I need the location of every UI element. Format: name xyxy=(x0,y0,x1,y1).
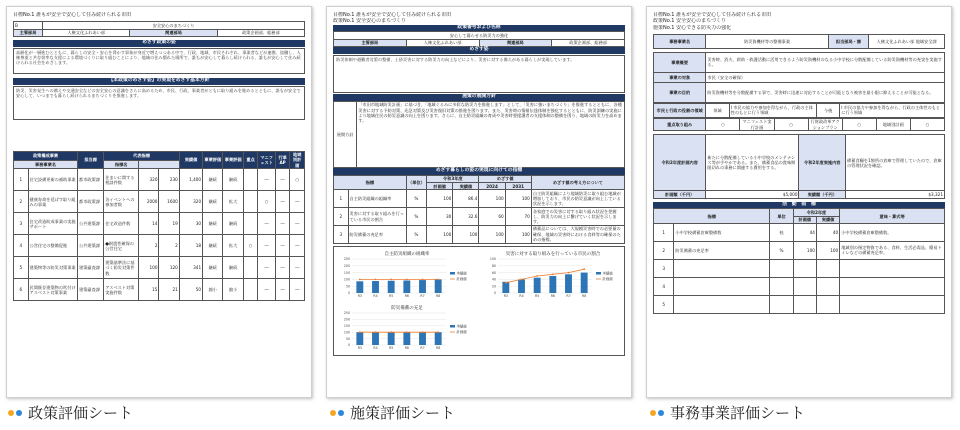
blue-dot-icon xyxy=(658,410,664,416)
x-tick-label: R5 xyxy=(389,293,394,298)
table-row: 1 小中学校備蓄倉庫整備数 校 44 40 小中学校備蓄倉庫整備数。 xyxy=(654,223,945,241)
x-tick-label: R4 xyxy=(373,293,378,298)
caption-measure-sheet[interactable]: 施策評価シート xyxy=(330,402,455,423)
bar-actual xyxy=(356,281,363,293)
point-plan xyxy=(437,278,439,280)
x-tick-label: R7 xyxy=(420,293,425,298)
bar-actual xyxy=(435,279,442,293)
policy-line: 政策No.1 安全安心のまちづくり xyxy=(653,18,727,25)
policy-projects-table: 政策構成事業 担当課 代表指標 実績値 事業評価 事業評価 重点 マニフェスト 行革AP 地域別計画 事務事業名 指標名 1 住宅設備更新の補助事業 都市政策課 住まいに関する相談件数 320 230 1,400 継続 継続 ― ― ○ 2 健康寿命を延ばす取り組みの事業 都市政策課 各イベントへの参加者数 2000 1600 320 継続 拡大 ○ ― ― 3 住宅改造助成事業の実施サポート 公共建築課 住宅改造件数 14 19 30 継続 継続 ― ― ― 4 公営住宅の整備促進 公共建築課 ●耐震性確保の公営住宅 2 2 18 継続 拡大 ○ ― ― ― 5 建築物等の防災対策事業 建築審査課 建築基準法に基づく防災対策件数 100 120 341 継続 継続 ― ― ― 6 民間既存建築物の吹付けアスベスト対策事業 建築審査課 アスベスト対策実施件数 15 21 50 縮小 縮小 ― ― ― xyxy=(13,151,305,302)
aim-text: 防災体制や避難者対策の整備、土砂災害に対する防災力の向上などにより、災害に対する備えがある暮らしが実現しています。 xyxy=(333,55,625,93)
point-plan xyxy=(505,282,507,284)
section-name: 政策番号および名称 xyxy=(333,25,625,32)
bar-actual xyxy=(419,280,426,293)
y-tick-label: 100 xyxy=(343,277,350,282)
measure-header-table: 安心して暮らせる防災力の強化 主管部局 人権文化ふれあい部 関連部局 政策企画部、総務部 xyxy=(333,31,625,47)
legend-swatch-actual xyxy=(596,272,601,275)
legend-swatch-actual xyxy=(450,272,455,275)
table-row: 3 防災備蓄の充足率 % 100 100 100 100 備蓄品については、大規模災害時での必要量の確保、地域の災害時における食料等の確保のための指標。 xyxy=(334,225,625,243)
y-tick-label: 200 xyxy=(343,317,350,322)
project-evaluation-sheet-preview[interactable]: 目標No.1 誰もが安全で安心して住み続けられる市田 政策No.1 安全安心のまちづくり 施策No.1 安心できる防災力の強化 事務事業名 防災資機材等の整備事業 担当部局・課 人権文化ふれあい部 地域安全課 事業概要 災害時、消火、救助・救護活動に活用できるよう防災資機材のなる小中学校に分散配備している防災資機材等の充実を実施する。 事業の対象 市民（安全の確保） 事業の目的 防災資機材等を分散配備する事で、災害時に迅速に対応することが可能となり被害を最小限に抑えることが可能となる。 市民と行政の役割の領域 領域 Ⅰ 市民の協力や参加を得ながら、行政の主体性のもとに行う領域 今後 Ⅰ 市民の協力や参加を得ながら、行政の主体性のもとに行う領域 重点取り組み ○ マニフェスト実行計画 ○ 行財政改革アクションプラン ○ 地域別計画 ○ 令和2年度計画内容 新たに分散配備している小中学校のメンテナンス等が手やかである。また、備蓄食品の賞味期限切れの事務に関連する費用をする。 令和2年度実施内容 備蓄食糧を1箇所の倉庫で管理していたので、倉庫の管理状況を確認。 計画額（千円） $5,000 実績額（千円） $3,321 活 動 指 標 指標 単位 令和2年度 意味・算式等 計画値 実績値 1 小中学校備蓄倉庫整備数 校 44 40 小中学校備蓄倉庫整備数。 2 防災備蓄の充足率 % 100 100 地域別の指定物資である、食料、生活必需品、簡易トイレなどの備蓄充足率。 3 4 5 xyxy=(646,6,952,398)
y-tick-label: 50 xyxy=(345,284,350,289)
orange-dot-icon xyxy=(650,410,656,416)
charts-area xyxy=(333,246,625,356)
measure-evaluation-sheet-preview[interactable] xyxy=(326,6,632,398)
table-row: 3 住宅改造助成事業の実施サポート 公共建築課 住宅改造件数 14 19 30 継続 継続 ― ― ― xyxy=(14,213,305,235)
section-background: 施策の展開方針 xyxy=(333,94,625,101)
activity-indicator-title: 活 動 指 標 xyxy=(653,202,945,209)
legend-label-actual: 実績値 xyxy=(456,271,467,276)
x-tick-label: R7 xyxy=(420,345,425,350)
legend-label-plan: 計画値 xyxy=(456,276,467,281)
policy-evaluation-sheet-preview[interactable] xyxy=(6,6,312,398)
table-row: 1 自主防災組織の組織率 % 100 86.4 100 100 自主防災組織により地域防災に取り組む地域が増加しており、市民の防災意識が向上している状況を示します。 xyxy=(334,190,625,208)
y-tick-label: 0 xyxy=(493,290,496,295)
y-tick-label: 100 xyxy=(489,256,496,261)
point-plan xyxy=(536,275,538,277)
table-title: 政策構成事業 xyxy=(14,151,78,160)
bar-actual xyxy=(388,332,395,345)
table-row: 2 健康寿命を延ばす取り組みの事業 都市政策課 各イベントへの参加者数 2000 1600 320 継続 拡大 ○ ― ― xyxy=(14,191,305,213)
point-plan xyxy=(390,331,392,333)
aim-text: 高齢化が一層進むとともに、暮らしの安全・安心を脅かす事象が身近で増えつつある中で、行政、地域、市民それぞれ、事業者などが連携、協働し、人権尊重と共存効率な支援による環境づくりに取り組むことにより、地域の住み慣れた場所で、誰もが安心して暮らし続けられる、誰もが安心して住み続けられる社会をめざします。 xyxy=(13,48,305,74)
table-row: 4 公営住宅の整備促進 公共建築課 ●耐震性確保の公営住宅 2 2 18 継続 拡大 ○ ― ― ― xyxy=(14,235,305,257)
point-plan xyxy=(406,331,408,333)
point-plan xyxy=(375,278,377,280)
measure-line: 施策No.1 安心できる防災力の強化 xyxy=(653,24,732,31)
table-row: 2 防災備蓄の充足率 % 100 100 地域別の指定物資である、食料、生活必需品、簡易トイレなどの備蓄充足率。 xyxy=(654,241,945,259)
policy-title: 安全安心のまちづくり xyxy=(43,22,305,29)
legend-label-actual: 実績値 xyxy=(602,271,613,276)
point-plan xyxy=(406,278,408,280)
y-tick-label: 200 xyxy=(343,263,350,268)
table-row: 4 xyxy=(654,277,945,295)
bar-actual xyxy=(419,332,426,345)
x-tick-label: R3 xyxy=(357,345,362,350)
table-row: 2 災害に対する取り組みを行っている市民の割合 % 30 32.6 60 70 各家庭での災害に対する取り組み状況を把握し、防災力の向上に繋げていく状況を示します。 xyxy=(334,208,625,226)
x-tick-label: R6 xyxy=(404,293,409,298)
plan-result-table: 令和2年度計画内容 新たに分散配備している小中学校のメンテナンス等が手やかである。また、備蓄食品の賞味期限切れの事務に関連する費用をする。 令和2年度実施内容 備蓄食糧を1箇所の倉庫で管理していたので、倉庫の管理状況を確認。 計画額（千円） $5,000 実績額（千円） $3,321 xyxy=(653,134,945,198)
orange-dot-icon xyxy=(8,410,14,416)
y-tick-label: 40 xyxy=(491,277,496,282)
policy-line: 政策No.1 安全安心のまちづくり xyxy=(333,18,407,25)
table-row: 5 建築物等の防災対策事業 建築審査課 建築基準法に基づく防災対策件数 100 120 341 継続 継続 ― ― ― xyxy=(14,257,305,279)
table-row: 1 住宅設備更新の補助事業 都市政策課 住まいに関する相談件数 320 230 1,400 継続 継続 ― ― ○ xyxy=(14,169,305,191)
caption-project-sheet[interactable]: 事務事業評価シート xyxy=(650,402,805,423)
y-tick-label: 80 xyxy=(491,263,496,268)
x-tick-label: R5 xyxy=(535,293,540,298)
background-text: 「市田市地域防災計画」に基づき、「地域ぐるみに多彩な防災力を推進します」として、「災害に強いまちづくり」を推進するとともに、各種災害に対する予防対策、応急対策及び災害復旧対策の推進を図ります。また、災害時の情報伝達体制を強化するとともに、防災訓練の実施により地域住民の防災意識の向上を図ります。さらに、自主防災組織の育成や災害時要援護者の支援体制の整備を図り、地域の防災力を高めます。 xyxy=(357,101,625,167)
point-plan xyxy=(552,273,554,275)
project-header-table: 事務事業名 防災資機材等の整備事業 担当部局・課 人権文化ふれあい部 地域安全課 xyxy=(653,34,945,49)
bar-actual xyxy=(372,332,379,345)
x-tick-label: R8 xyxy=(436,345,441,350)
point-plan xyxy=(521,278,523,280)
goal-line: 目標No.1 誰もが安全で安心して住み続けられる市田 xyxy=(333,12,452,18)
project-name: 防災資機材等の整備事業 xyxy=(706,34,828,48)
point-plan xyxy=(422,278,424,280)
section-aim: めざす姿 xyxy=(333,47,625,54)
legend-swatch-actual xyxy=(450,325,455,328)
bar-actual xyxy=(435,332,442,345)
x-tick-label: R7 xyxy=(566,293,571,298)
y-tick-label: 150 xyxy=(343,270,350,275)
x-tick-label: R6 xyxy=(550,293,555,298)
line-plan xyxy=(506,269,584,283)
legend-label-plan: 計画値 xyxy=(456,329,467,334)
y-tick-label: 0 xyxy=(347,342,350,347)
bar-actual xyxy=(403,280,410,293)
measure-title: 安心して暮らせる防災力の強化 xyxy=(334,32,625,39)
chart-title: 防災備蓄の充足 xyxy=(391,305,423,311)
policy-header-table: B 安全安心のまちづくり 主管部局 人権文化ふれあい部 関連部局 政策企画部、総務部 xyxy=(13,21,305,37)
y-tick-label: 50 xyxy=(345,336,350,341)
y-tick-label: 250 xyxy=(343,256,350,261)
x-tick-label: R6 xyxy=(404,345,409,350)
legend-label-plan: 計画値 xyxy=(602,276,613,281)
goal-line: 目標No.1 誰もが安全で安心して住み続けられる市田 xyxy=(13,12,132,18)
indicator-charts xyxy=(334,247,626,355)
y-tick-label: 20 xyxy=(491,284,496,289)
caption-policy-sheet[interactable]: 政策評価シート xyxy=(8,402,133,423)
goal-line: 目標No.1 誰もが安全で安心して住み続けられる市田 xyxy=(653,12,772,18)
x-tick-label: R4 xyxy=(519,293,524,298)
bar-actual xyxy=(565,274,572,293)
point-plan xyxy=(422,331,424,333)
section-aim: めざす政策の姿 xyxy=(13,40,305,47)
blue-dot-icon xyxy=(16,410,22,416)
indicator-table: 指標 （単位） 令和3年度 めざす値 めざす値の考え方について 計画値 実績値 2024 2031 1 自主防災組織の組織率 % 100 86.4 100 100 自主防災組織により地域防災に取り組む地域が増加しており、市民の防災意識が向上している状況を示します。 2 災害に対する取り組みを行っている市民の割合 % 30 32.6 60 70 各家庭での災害に対する取り組み状況を把握し、防災力の向上に繋げていく状況を示します。 3 防災備蓄の充足率 % 100 100 100 100 備蓄品については、大規模災害時での必要量の確保、地域の災害時における食料等の確保のための指標。 xyxy=(333,175,625,244)
y-tick-label: 250 xyxy=(343,310,350,315)
y-tick-label: 60 xyxy=(491,270,496,275)
point-plan xyxy=(390,278,392,280)
point-plan xyxy=(583,268,585,270)
table-row: 3 xyxy=(654,259,945,277)
point-plan xyxy=(568,271,570,273)
x-tick-label: R3 xyxy=(357,293,362,298)
y-tick-label: 150 xyxy=(343,323,350,328)
point-plan xyxy=(375,331,377,333)
x-tick-label: R5 xyxy=(389,345,394,350)
chart-title: 災害に対する取り組みを行っている市民の割合 xyxy=(505,251,601,257)
x-tick-label: R8 xyxy=(582,293,587,298)
policy-text: 防災、災害発生への備えや交通安全などの安全安心の意識をさらに高めるため、市民、行政、事業者がともに取り組みを進めるとともに、誰もが安全で安心して、いつまでも暮らし続けられるまちづくりを推進します。 xyxy=(13,86,305,120)
bar-actual xyxy=(534,277,541,292)
project-detail-table: 事業概要 災害時、消火、救助・救護活動に活用できるよう防災資機材のなる小中学校に分散配備している防災資機材等の充実を実施する。 事業の対象 市民（安全の確保） 事業の目的 防災資機材等を分散配備する事で、災害時に迅速に対応することが可能となり被害を最小限に抑えることが可能となる。 xyxy=(653,52,945,103)
point-plan xyxy=(359,331,361,333)
section-policy: 【本政策のめざす姿】の実現をめざす基本方針 xyxy=(13,78,305,85)
bar-actual xyxy=(388,280,395,292)
y-tick-label: 100 xyxy=(343,330,350,335)
bar-actual xyxy=(403,332,410,345)
table-row: 6 民間既存建築物の吹付けアスベスト対策事業 建築審査課 アスベスト対策実施件数 15 21 50 縮小 縮小 ― ― ― xyxy=(14,279,305,301)
x-tick-label: R8 xyxy=(436,293,441,298)
bar-actual xyxy=(581,272,588,292)
section-indicator: めざす暮らしの姿の実現に向けての指標 xyxy=(333,168,625,175)
legend-label-actual: 実績値 xyxy=(456,324,467,329)
y-tick-label: 0 xyxy=(347,290,350,295)
point-plan xyxy=(359,278,361,280)
background-side-label: 展開方針 xyxy=(334,101,357,167)
bar-actual xyxy=(518,279,525,293)
x-tick-label: R3 xyxy=(503,293,508,298)
activity-indicator-table: 指標 単位 令和2年度 意味・算式等 計画値 実績値 1 小中学校備蓄倉庫整備数 校 44 40 小中学校備蓄倉庫整備数。 2 防災備蓄の充足率 % 100 100 地域別の指定物資である、食料、生活必需品、簡易トイレなどの備蓄充足率。 3 4 5 xyxy=(653,208,945,314)
flags-table: 重点取り組み ○ マニフェスト実行計画 ○ 行財政改革アクションプラン ○ 地域別計画 ○ xyxy=(653,118,945,132)
chart-title: 自主防災組織の組織率 xyxy=(384,251,430,257)
table-row: 5 xyxy=(654,295,945,313)
bar-actual xyxy=(372,281,379,293)
point-plan xyxy=(437,331,439,333)
blue-dot-icon xyxy=(338,410,344,416)
bar-actual xyxy=(356,332,363,345)
bar-actual xyxy=(549,276,556,293)
orange-dot-icon xyxy=(330,410,336,416)
x-tick-label: R4 xyxy=(373,345,378,350)
